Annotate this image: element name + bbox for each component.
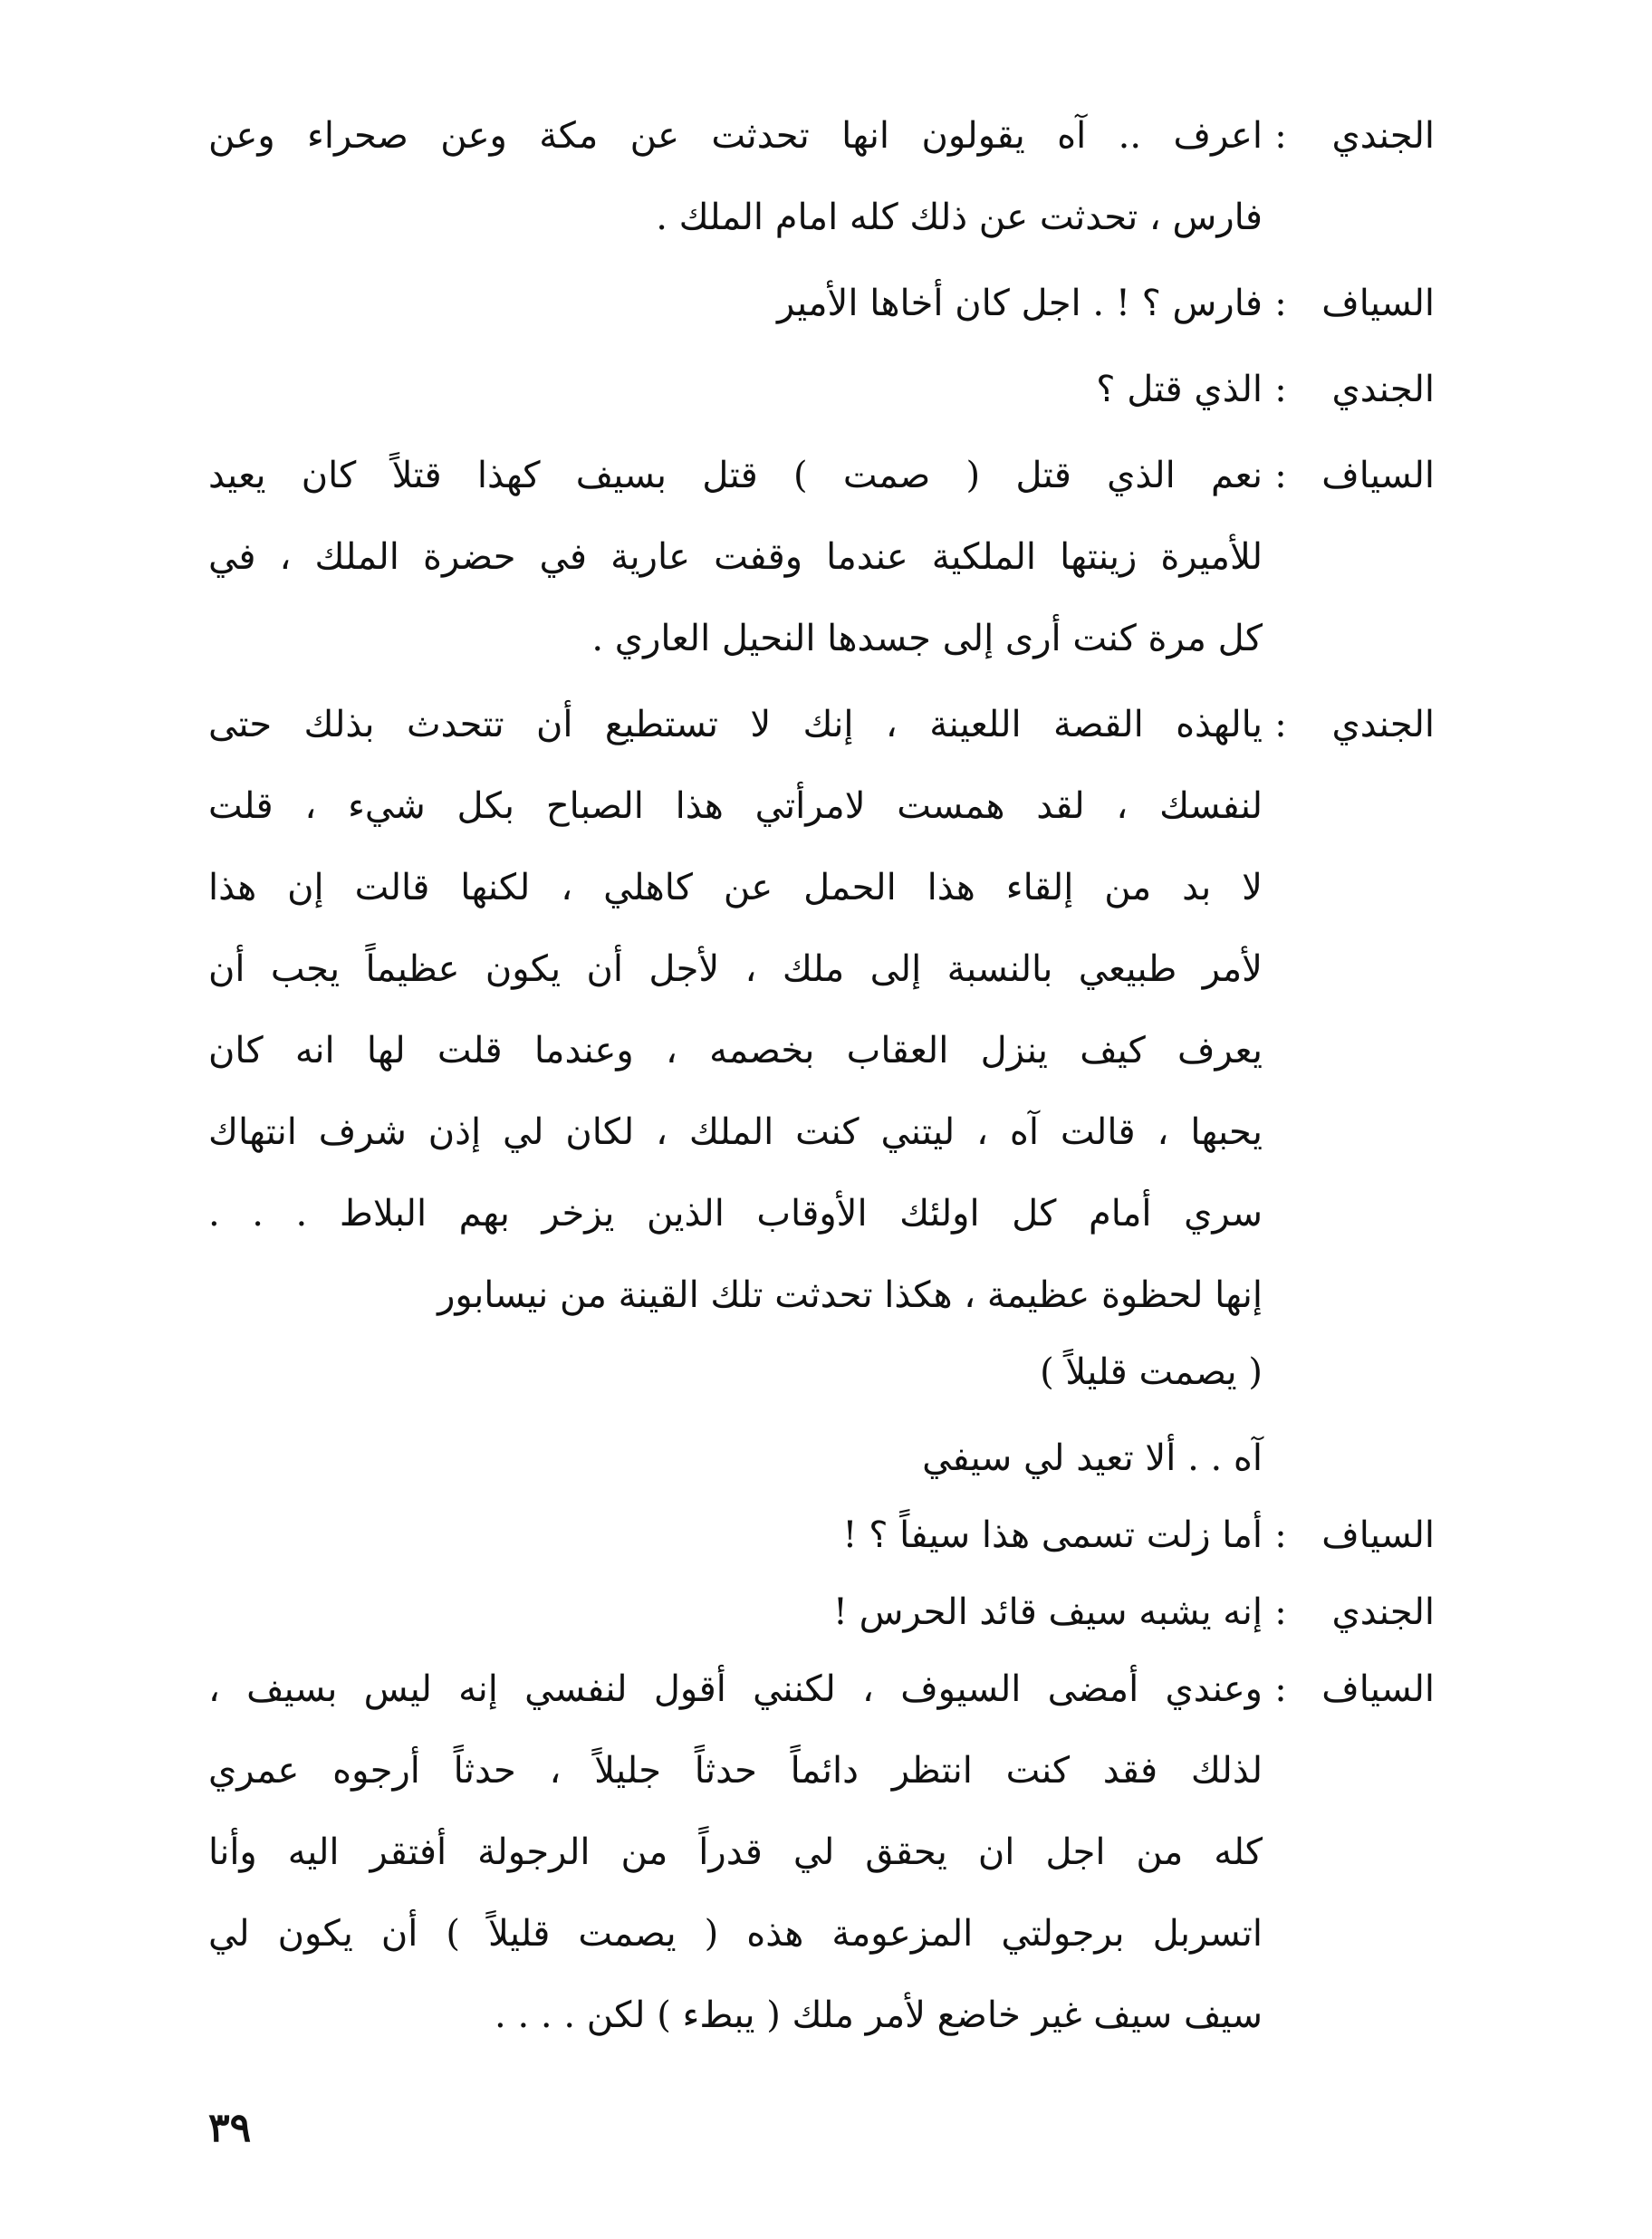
dialogue-line: اتسربل برجولتي المزعومة هذه ( يصمت قليلاً ) أن يكون لي [208, 1913, 1263, 1955]
dialogue-line: لذلك فقد كنت انتظر دائماً حدثاً جليلاً ، حدثاً أرجوه عمري [208, 1750, 1263, 1792]
dialogue-line: نعم الذي قتل ( صمت ) قتل بسيف كهذا قتلاً كان يعيد [208, 455, 1263, 496]
dialogue-line: آه . . ألا تعيد لي سيفي [922, 1437, 1263, 1479]
dialogue-line: فارس ، تحدثت عن ذلك كله امام الملك . [656, 197, 1263, 238]
dialogue-line: كل مرة كنت أرى إلى جسدها النحيل العاري . [591, 618, 1263, 659]
colon-separator: : [1274, 115, 1287, 157]
colon-separator: : [1274, 455, 1287, 496]
speaker-label: السياف [1321, 1514, 1435, 1556]
colon-separator: : [1274, 1514, 1287, 1556]
speaker-label: الجندي [1331, 704, 1435, 745]
dialogue-line: يحبها ، قالت آه ، ليتني كنت الملك ، لكان لي إذن شرف انتهاك [208, 1111, 1263, 1153]
colon-separator: : [1274, 369, 1287, 410]
dialogue-line: سري أمام كل اولئك الأوقاب الذين يزخر بهم البلاط . . . [208, 1193, 1263, 1235]
dialogue-line: الذي قتل ؟ [1096, 369, 1263, 410]
dialogue-line: لنفسك ، لقد همست لامرأتي هذا الصباح بكل شيء ، قلت [208, 785, 1263, 827]
dialogue-line: إنه يشبه سيف قائد الحرس ! [832, 1591, 1263, 1633]
dialogue-line: إنها لحظوة عظيمة ، هكذا تحدثت تلك القينة من نيسابور [437, 1274, 1263, 1316]
stage-direction: ( يصمت قليلاً ) [1040, 1351, 1263, 1393]
dialogue-line: لأمر طبيعي بالنسبة إلى ملك ، لأجل أن يكون عظيماً يجب أن [208, 948, 1263, 990]
speaker-label: الجندي [1331, 1591, 1435, 1633]
dialogue-line: للأميرة زينتها الملكية عندما وقفت عارية في حضرة الملك ، في [208, 536, 1263, 578]
dialogue-line: كله من اجل ان يحقق لي قدراً من الرجولة أفتقر اليه وأنا [208, 1831, 1263, 1873]
colon-separator: : [1274, 1668, 1287, 1710]
dialogue-line: لا بد من إلقاء هذا الحمل عن كاهلي ، لكنها قالت إن هذا [208, 867, 1263, 908]
page-number: ٣٩ [208, 2105, 252, 2151]
dialogue-line: أما زلت تسمى هذا سيفاً ؟ ! [842, 1514, 1263, 1556]
speaker-label: السياف [1321, 1668, 1435, 1710]
speaker-label: السياف [1321, 283, 1435, 324]
colon-separator: : [1274, 283, 1287, 324]
colon-separator: : [1274, 704, 1287, 745]
colon-separator: : [1274, 1591, 1287, 1633]
speaker-label: السياف [1321, 455, 1435, 496]
speaker-label: الجندي [1331, 115, 1435, 157]
dialogue-line: سيف سيف غير خاضع لأمر ملك ( يبطء ) لكن . . . . [495, 1994, 1263, 2036]
dialogue-line: اعرف .. آه يقولون انها تحدثت عن مكة وعن صحراء وعن [208, 115, 1263, 157]
dialogue-line: فارس ؟ ! . اجل كان أخاها الأمير [776, 283, 1263, 324]
dialogue-line: يعرف كيف ينزل العقاب بخصمه ، وعندما قلت لها انه كان [208, 1030, 1263, 1071]
dialogue-line: يالهذه القصة اللعينة ، إنك لا تستطيع أن تتحدث بذلك حتى [208, 704, 1263, 745]
speaker-label: الجندي [1331, 369, 1435, 410]
dialogue-line: وعندي أمضى السيوف ، لكنني أقول لنفسي إنه ليس بسيف ، [208, 1668, 1263, 1710]
